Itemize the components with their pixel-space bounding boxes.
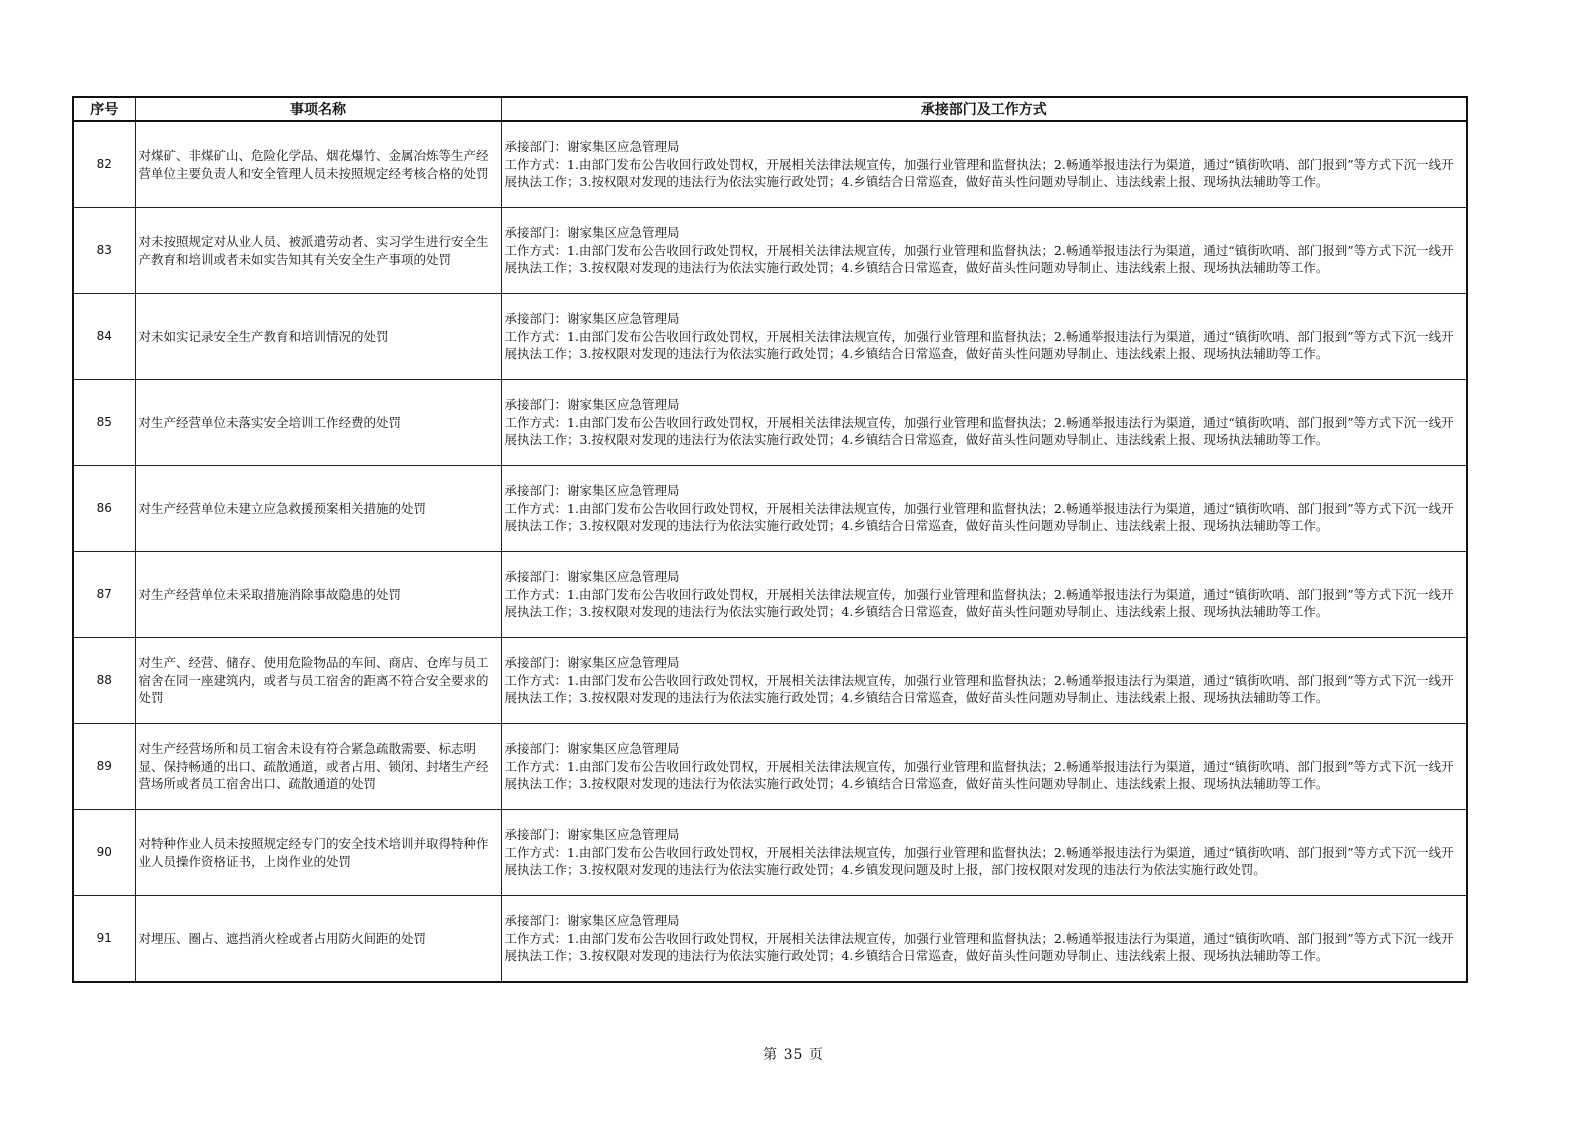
department-and-method	[501, 121, 1467, 208]
work-method: 工作方式：1.由部门发布公告收回行政处罚权，开展相关法律法规宣传，加强行业管理和监督执法；2.畅通举报违法行为渠道，通过“镇街吹哨、部门报到”等方式下沉一线开展执法工作；3.按权限对发现的违法行为依法实施行政处罚；4.乡镇结合日常巡查，做好苗头性问题劝导制止、违法线索上报、现场执法辅助等工作。	[504, 242, 1454, 276]
matter-name: 对生产经营单位未落实安全培训工作经费的处罚	[135, 380, 501, 466]
undertaking-department: 承接部门：谢家集区应急管理局	[504, 483, 680, 499]
table-body	[73, 121, 1467, 982]
table-row	[73, 638, 1467, 724]
work-method: 工作方式：1.由部门发布公告收回行政处罚权，开展相关法律法规宣传，加强行业管理和监督执法；2.畅通举报违法行为渠道，通过“镇街吹哨、部门报到”等方式下沉一线开展执法工作；3.按权限对发现的违法行为依法实施行政处罚；4.乡镇结合日常巡查，做好苗头性问题劝导制止、违法线索上报、现场执法辅助等工作。	[504, 672, 1454, 706]
work-method: 工作方式：1.由部门发布公告收回行政处罚权，开展相关法律法规宣传，加强行业管理和监督执法；2.畅通举报违法行为渠道，通过“镇街吹哨、部门报到”等方式下沉一线开展执法工作；3.按权限对发现的违法行为依法实施行政处罚；4.乡镇结合日常巡查，做好苗头性问题劝导制止、违法线索上报、现场执法辅助等工作。	[504, 586, 1454, 620]
undertaking-department: 承接部门：谢家集区应急管理局	[504, 139, 680, 155]
matter-name: 对未如实记录安全生产教育和培训情况的处罚	[135, 294, 501, 380]
column-header-name: 事项名称	[135, 97, 501, 121]
table-row	[73, 552, 1467, 638]
table-row	[73, 724, 1467, 810]
column-header-method: 承接部门及工作方式	[501, 97, 1467, 121]
matter-name: 对生产经营单位未采取措施消除事故隐患的处罚	[135, 552, 501, 638]
matter-name: 对生产经营场所和员工宿舍未设有符合紧急疏散需要、标志明显、保持畅通的出口、疏散通道，或者占用、锁闭、封堵生产经营场所或者员工宿舍出口、疏散通道的处罚	[135, 724, 501, 810]
row-number: 85	[73, 380, 135, 466]
table-row	[73, 294, 1467, 380]
row-number: 87	[73, 552, 135, 638]
work-method: 工作方式：1.由部门发布公告收回行政处罚权，开展相关法律法规宣传，加强行业管理和监督执法；2.畅通举报违法行为渠道，通过“镇街吹哨、部门报到”等方式下沉一线开展执法工作；3.按权限对发现的违法行为依法实施行政处罚；4.乡镇发现问题及时上报，部门按权限对发现的违法行为依法实施行政处罚。	[504, 844, 1454, 878]
row-number: 82	[73, 121, 135, 208]
table-row	[73, 121, 1467, 208]
department-and-method	[501, 896, 1467, 983]
page-number: 第 35 页	[763, 1047, 824, 1063]
column-header-num: 序号	[73, 97, 135, 121]
work-method: 工作方式：1.由部门发布公告收回行政处罚权，开展相关法律法规宣传，加强行业管理和监督执法；2.畅通举报违法行为渠道，通过“镇街吹哨、部门报到”等方式下沉一线开展执法工作；3.按权限对发现的违法行为依法实施行政处罚；4.乡镇结合日常巡查，做好苗头性问题劝导制止、违法线索上报、现场执法辅助等工作。	[504, 500, 1454, 534]
undertaking-department: 承接部门：谢家集区应急管理局	[504, 741, 680, 757]
table-row	[73, 810, 1467, 896]
table-row	[73, 380, 1467, 466]
undertaking-department: 承接部门：谢家集区应急管理局	[504, 569, 680, 585]
department-and-method	[501, 724, 1467, 810]
row-number: 84	[73, 294, 135, 380]
work-method: 工作方式：1.由部门发布公告收回行政处罚权，开展相关法律法规宣传，加强行业管理和监督执法；2.畅通举报违法行为渠道，通过“镇街吹哨、部门报到”等方式下沉一线开展执法工作；3.按权限对发现的违法行为依法实施行政处罚；4.乡镇结合日常巡查，做好苗头性问题劝导制止、违法线索上报、现场执法辅助等工作。	[504, 758, 1454, 792]
matter-name: 对生产、经营、储存、使用危险物品的车间、商店、仓库与员工宿舍在同一座建筑内，或者与员工宿舍的距离不符合安全要求的处罚	[135, 638, 501, 724]
work-method: 工作方式：1.由部门发布公告收回行政处罚权，开展相关法律法规宣传，加强行业管理和监督执法；2.畅通举报违法行为渠道，通过“镇街吹哨、部门报到”等方式下沉一线开展执法工作；3.按权限对发现的违法行为依法实施行政处罚；4.乡镇结合日常巡查，做好苗头性问题劝导制止、违法线索上报、现场执法辅助等工作。	[504, 328, 1454, 362]
table-header-row	[73, 97, 1467, 121]
row-number: 89	[73, 724, 135, 810]
row-number: 86	[73, 466, 135, 552]
row-number: 91	[73, 896, 135, 983]
department-and-method	[501, 810, 1467, 896]
table-row	[73, 896, 1467, 983]
matter-name: 对煤矿、非煤矿山、危险化学品、烟花爆竹、金属冶炼等生产经营单位主要负责人和安全管理人员未按照规定经考核合格的处罚	[135, 121, 501, 208]
table-row	[73, 208, 1467, 294]
work-method: 工作方式：1.由部门发布公告收回行政处罚权，开展相关法律法规宣传，加强行业管理和监督执法；2.畅通举报违法行为渠道，通过“镇街吹哨、部门报到”等方式下沉一线开展执法工作；3.按权限对发现的违法行为依法实施行政处罚；4.乡镇结合日常巡查，做好苗头性问题劝导制止、违法线索上报、现场执法辅助等工作。	[504, 930, 1454, 964]
department-and-method	[501, 638, 1467, 724]
matter-name: 对特种作业人员未按照规定经专门的安全技术培训并取得特种作业人员操作资格证书，上岗作业的处罚	[135, 810, 501, 896]
work-method: 工作方式：1.由部门发布公告收回行政处罚权，开展相关法律法规宣传，加强行业管理和监督执法；2.畅通举报违法行为渠道，通过“镇街吹哨、部门报到”等方式下沉一线开展执法工作；3.按权限对发现的违法行为依法实施行政处罚；4.乡镇结合日常巡查，做好苗头性问题劝导制止、违法线索上报、现场执法辅助等工作。	[504, 156, 1454, 190]
row-number: 83	[73, 208, 135, 294]
work-method: 工作方式：1.由部门发布公告收回行政处罚权，开展相关法律法规宣传，加强行业管理和监督执法；2.畅通举报违法行为渠道，通过“镇街吹哨、部门报到”等方式下沉一线开展执法工作；3.按权限对发现的违法行为依法实施行政处罚；4.乡镇结合日常巡查，做好苗头性问题劝导制止、违法线索上报、现场执法辅助等工作。	[504, 414, 1454, 448]
department-and-method	[501, 380, 1467, 466]
undertaking-department: 承接部门：谢家集区应急管理局	[504, 827, 680, 843]
matter-name: 对埋压、圈占、遮挡消火栓或者占用防火间距的处罚	[135, 896, 501, 983]
undertaking-department: 承接部门：谢家集区应急管理局	[504, 397, 680, 413]
undertaking-department: 承接部门：谢家集区应急管理局	[504, 225, 680, 241]
matter-name: 对生产经营单位未建立应急救援预案相关措施的处罚	[135, 466, 501, 552]
department-and-method	[501, 552, 1467, 638]
row-number: 88	[73, 638, 135, 724]
department-and-method	[501, 294, 1467, 380]
department-and-method	[501, 208, 1467, 294]
matter-name: 对未按照规定对从业人员、被派遣劳动者、实习学生进行安全生产教育和培训或者未如实告知其有关安全生产事项的处罚	[135, 208, 501, 294]
undertaking-department: 承接部门：谢家集区应急管理局	[504, 311, 680, 327]
matters-table	[72, 96, 1468, 983]
table-row	[73, 466, 1467, 552]
undertaking-department: 承接部门：谢家集区应急管理局	[504, 913, 680, 929]
row-number: 90	[73, 810, 135, 896]
department-and-method	[501, 466, 1467, 552]
undertaking-department: 承接部门：谢家集区应急管理局	[504, 655, 680, 671]
